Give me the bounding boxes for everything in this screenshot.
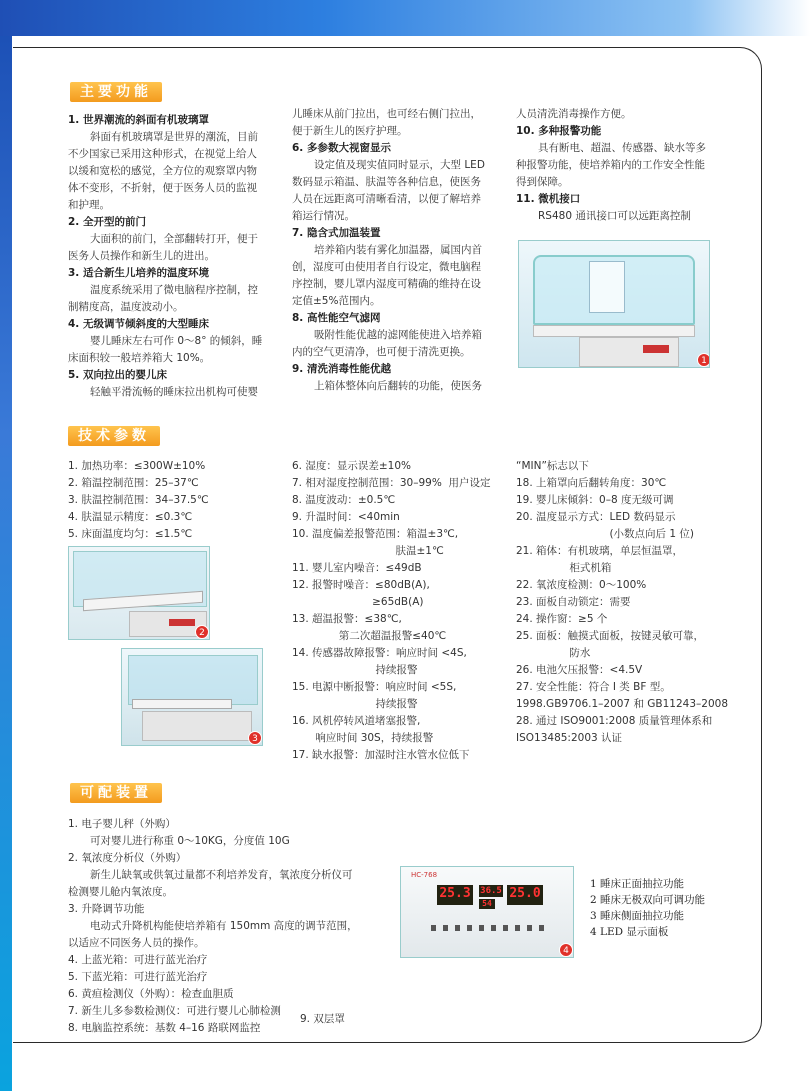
text-line: 1. 电子婴儿秤（外购）	[68, 818, 176, 830]
text-line: 斜面有机玻璃罩是世界的潮流，目前	[90, 131, 258, 143]
text-line: 19. 婴儿床倾斜：0–8 度无级可调	[516, 494, 674, 506]
text-line: 柜式机箱	[516, 562, 612, 574]
panel-buttons	[431, 925, 549, 931]
text-line: 1. 世界潮流的斜面有机玻璃罩	[68, 114, 209, 126]
led-panel-photo	[400, 866, 574, 958]
photo-number-3: 3	[248, 731, 262, 745]
text-line: 13. 超温报警：≤38℃,	[292, 613, 402, 625]
text-line: 5. 床面温度均匀：≤1.5℃	[68, 528, 193, 540]
text-line: 5. 下蓝光箱：可进行蓝光治疗	[68, 971, 208, 983]
incubator-photo-1	[518, 240, 710, 368]
text-line: 以缓和宽松的感觉，全方位的观察罩内物	[68, 165, 257, 177]
text-line: 12. 报警时噪音：≤80dB(A),	[292, 579, 430, 591]
text-line: 人员清洗消毒操作方便。	[516, 108, 632, 120]
features-column-3	[516, 106, 736, 225]
text-line: 3. 适合新生儿培养的温度环境	[68, 267, 209, 279]
text-line: 箱运行情况。	[292, 210, 355, 222]
text-line: 21. 箱体：有机玻璃，单层恒温罩，	[516, 545, 684, 557]
text-line: 设定值及现实值同时显示，大型 LED	[314, 159, 485, 171]
text-line: 人员在远距离可清晰看清，以便了解培养	[292, 193, 481, 205]
text-line: 持续报警	[292, 698, 418, 710]
top-banner	[0, 0, 810, 36]
text-line: (小数点向后 1 位)	[516, 528, 695, 540]
text-line: 不少国家已采用这种形式，在视觉上给人	[68, 148, 257, 160]
text-line: 8. 高性能空气滤网	[292, 312, 381, 324]
text-line: RS480 通讯接口可以远距离控制	[538, 210, 691, 222]
panel-display-2: 36.5	[480, 886, 502, 896]
text-line: 温度系统采用了微电脑程序控制，控	[90, 284, 258, 296]
photo-number-2: 2	[195, 625, 209, 639]
text-line: 4. 上蓝光箱：可进行蓝光治疗	[68, 954, 208, 966]
legend-item: 1 睡床正面抽拉功能	[590, 878, 685, 890]
text-line: 儿睡床从前门拉出，也可经右侧门拉出，	[292, 108, 481, 120]
text-line: ISO13485:2003 认证	[516, 732, 623, 744]
section-title-features: 主要功能	[70, 82, 162, 102]
text-line: 新生儿缺氧或供氧过量都不利培养发育，氧浓度分析仪可	[90, 869, 353, 881]
text-line: 培养箱内装有雾化加温器，属国内首	[314, 244, 482, 256]
text-line: 电动式升降机构能使培养箱有 150mm 高度的调节范围，	[90, 920, 358, 932]
text-line: 得到保障。	[516, 176, 569, 188]
incubator-photo-2	[68, 546, 210, 640]
text-line: 28. 通过 ISO9001:2008 质量管理体系和	[516, 715, 713, 727]
text-line: 检测婴儿舱内氧浓度。	[68, 886, 173, 898]
text-line: 以适应不同医务人员的操作。	[68, 937, 205, 949]
text-line: 26. 电池欠压报警：<4.5V	[516, 664, 643, 676]
features-column-1	[68, 112, 268, 401]
text-line: 11. 婴儿室内噪音：≤49dB	[292, 562, 422, 574]
text-line: 制精度高，温度波动小。	[68, 301, 184, 313]
text-line: 10. 温度偏差报警范围：箱温±3℃,	[292, 528, 459, 540]
text-line: 9. 清洗消毒性能优越	[292, 363, 391, 375]
text-line: 22. 氧浓度检测：0～100%	[516, 579, 647, 591]
text-line: 1998.GB9706.1–2007 和 GB11243–2008	[516, 698, 728, 710]
text-line: 15. 电源中断报警：响应时间 <5S,	[292, 681, 457, 693]
text-line: 2. 箱温控制范围：25–37℃	[68, 477, 199, 489]
text-line: 内的空气更清净，也可便于清洗更换。	[292, 346, 471, 358]
text-line: 6. 多参数大视窗显示	[292, 142, 391, 154]
photo-legend	[590, 876, 705, 940]
features-column-2	[292, 106, 502, 395]
text-line: 10. 多种报警功能	[516, 125, 602, 137]
text-line: 14. 传感器故障报警：响应时间 <4S,	[292, 647, 467, 659]
accessory-item-9: 9. 双层罩	[300, 1013, 345, 1025]
text-line: 创，湿度可由使用者自行设定，微电脑程	[292, 261, 481, 273]
accessories-list	[68, 816, 398, 1037]
text-line: 11. 微机接口	[516, 193, 581, 205]
specs-column-3	[516, 458, 736, 747]
text-line: 响应时间 30S，持续报警	[292, 732, 434, 744]
panel-display-4: 54	[479, 899, 495, 909]
text-line: 序控制，婴儿罩内湿度可精确的维持在设	[292, 278, 481, 290]
text-line: 2. 全开型的前门	[68, 216, 146, 228]
text-line: 第二次超温报警≤40℃	[292, 630, 447, 642]
text-line: 体不变形，不折射，便于医务人员的监视	[68, 182, 257, 194]
text-line: ≥65dB(A)	[292, 596, 424, 608]
text-line: 吸附性能优越的滤网能使进入培养箱	[314, 329, 482, 341]
legend-item: 2 睡床无极双向可调功能	[590, 894, 706, 906]
text-line: “MIN”标志以下	[516, 460, 589, 472]
text-line: 上箱体整体向后翻转的功能，使医务	[314, 380, 482, 392]
photo-number-1: 1	[697, 353, 710, 367]
legend-item: 3 睡床侧面抽拉功能	[590, 910, 685, 922]
panel-model-label: HC-768	[411, 871, 438, 879]
text-line: 医务人员操作和新生儿的进出。	[68, 250, 215, 262]
text-line: 4. 无级调节倾斜度的大型睡床	[68, 318, 209, 330]
text-line: 数码显示箱温、肤温等各种信息，使医务	[292, 176, 481, 188]
text-line: 大面积的前门，全部翻转打开，便于	[90, 233, 258, 245]
text-line: 1. 加热功率：≤300W±10%	[68, 460, 206, 472]
text-line: 2. 氧浓度分析仪（外购）	[68, 852, 187, 864]
text-line: 轻触平滑流畅的睡床拉出机构可使婴	[90, 386, 258, 398]
text-line: 防水	[516, 647, 591, 659]
text-line: 25. 面板：触摸式面板，按键灵敏可靠，	[516, 630, 705, 642]
text-line: 8. 温度波动：±0.5℃	[292, 494, 396, 506]
text-line: 定值±5%范围内。	[292, 295, 381, 307]
text-line: 27. 安全性能：符合 I 类 BF 型。	[516, 681, 671, 693]
text-line: 18. 上箱罩向后翻转角度：30℃	[516, 477, 667, 489]
text-line: 和护理。	[68, 199, 110, 211]
text-line: 17. 缺水报警：加湿时注水管水位低下	[292, 749, 470, 761]
incubator-photo-3	[121, 648, 263, 746]
text-line: 16. 风机停转风道堵塞报警,	[292, 715, 421, 727]
text-line: 具有断电、超温、传感器、缺水等多	[538, 142, 706, 154]
left-accent-bar	[0, 0, 12, 1091]
photo-number-4: 4	[559, 943, 573, 957]
text-line: 7. 新生儿多参数检测仪：可进行婴儿心肺检测	[68, 1005, 281, 1017]
text-line: 4. 肤温显示精度：≤0.3℃	[68, 511, 193, 523]
text-line: 可对婴儿进行称重 0～10KG，分度值 10G	[90, 835, 290, 847]
text-line: 24. 操作窗：≥5 个	[516, 613, 608, 625]
text-line: 23. 面板自动锁定：需要	[516, 596, 631, 608]
text-line: 3. 升降调节功能	[68, 903, 145, 915]
text-line: 种报警功能，使培养箱内的工作安全性能	[516, 159, 705, 171]
text-line: 7. 隐含式加温装置	[292, 227, 381, 239]
text-line: 便于新生儿的医疗护理。	[292, 125, 408, 137]
text-line: 8. 电脑监控系统：基数 4–16 路联网监控	[68, 1022, 261, 1034]
specs-column-1	[68, 458, 268, 543]
text-line: 20. 温度显示方式：LED 数码显示	[516, 511, 676, 523]
text-line: 3. 肤温控制范围：34–37.5℃	[68, 494, 209, 506]
section-title-accessories: 可配装置	[70, 783, 162, 803]
section-title-specs: 技术参数	[68, 426, 160, 446]
text-line: 9. 升温时间：<40min	[292, 511, 400, 523]
text-line: 5. 双向拉出的婴儿床	[68, 369, 167, 381]
specs-column-2	[292, 458, 502, 764]
text-line: 持续报警	[292, 664, 418, 676]
legend-item: 4 LED 显示面板	[590, 926, 669, 938]
text-line: 肤温±1℃	[292, 545, 444, 557]
text-line: 6. 黄疸检测仪（外购）：检查血胆质	[68, 988, 234, 1000]
panel-display-1: 25.3	[437, 885, 473, 905]
text-line: 7. 相对湿度控制范围：30–99% 用户设定	[292, 477, 491, 489]
text-line: 床面积较一般培养箱大 10%。	[68, 352, 211, 364]
panel-display-3: 25.0	[507, 885, 543, 905]
text-line: 婴儿睡床左右可作 0～8° 的倾斜，睡	[90, 335, 263, 347]
text-line: 6. 湿度：显示误差±10%	[292, 460, 411, 472]
